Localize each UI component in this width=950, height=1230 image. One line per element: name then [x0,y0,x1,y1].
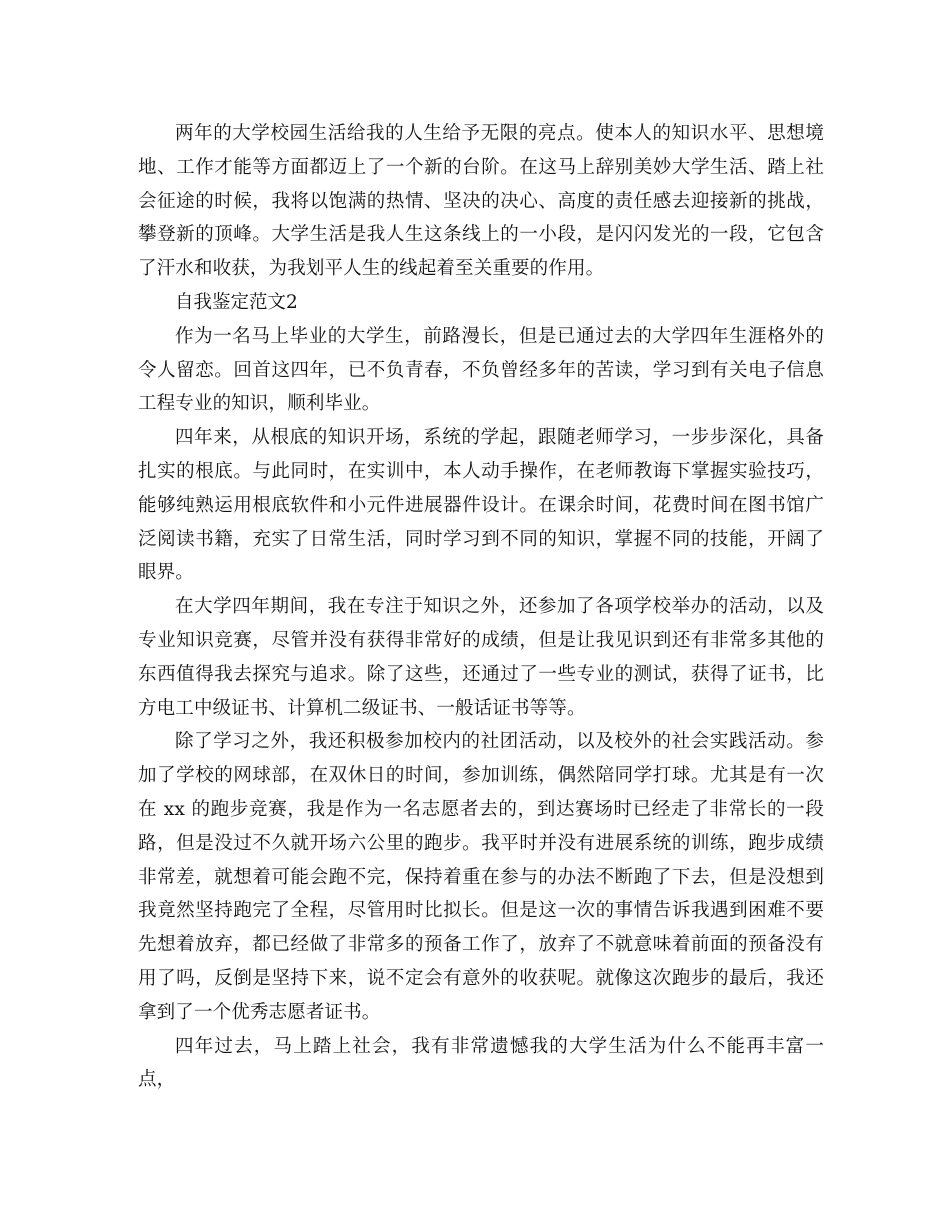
section-heading: 自我鉴定范文2 [175,291,298,313]
paragraph-intro-summary: 两年的大学校园生活给我的人生给予无限的亮点。使本人的知识水平、思想境地、工作才能等方面都迈上了一个新的台阶。在这马上辞别美妙大学生活、踏上社会征途的时候，我将以饱满的热情、坚决的决心、高度的责任感去迎接新的挑战，攀登新的顶峰。大学生活是我人生这条线上的一小段，是闪闪发光的一段，它包含了汗水和收获，为我划平人生的线起着至关重要的作用。 [138,123,824,280]
paragraph-social-practice: 除了学习之外，我还积极参加校内的社团活动，以及校外的社会实践活动。参加了学校的网球部，在双休日的时间，参加训练，偶然陪同学打球。尤其是有一次在 xx 的跑步竞赛，我是作为一名志愿者去的，到达赛场时已经走了非常长的一段路，但是没过不久就开场六公里的跑步。我平时并没有进展系统的训练，跑步成绩非常差，就想着可能会跑不完，保持着重在参与的办法不断跑了下去，但是没想到我竟然坚持跑完了全程，尽管用时比拟长。但是这一次的事情告诉我遇到困难不要先想着放弃，都已经做了非常多的预备工作了，放弃了不就意味着前面的预备没有用了吗，反倒是坚持下来，说不定会有意外的收获呢。就像这次跑步的最后，我还拿到了一个优秀志愿者证书。 [138,731,824,1023]
document-body [138,117,824,1097]
paragraph-study: 四年来，从根底的知识开场，系统的学起，跟随老师学习，一步步深化，具备扎实的根底。与此同时，在实训中，本人动手操作，在老师教诲下掌握实验技巧，能够纯熟运用根底软件和小元件进展器件设计。在课余时间，花费时间在图书馆广泛阅读书籍，充实了日常生活，同时学习到不同的知识，掌握不同的技能，开阔了眼界。 [138,427,824,584]
paragraph-conclusion: 四年过去，马上踏上社会，我有非常遗憾我的大学生活为什么不能再丰富一点， [138,1035,824,1091]
paragraph-graduate-intro: 作为一名马上毕业的大学生，前路漫长，但是已通过去的大学四年生涯格外的令人留恋。回首这四年，已不负青春，不负曾经多年的苦读，学习到有关电子信息工程专业的知识，顺利毕业。 [138,325,824,415]
paragraph-activities: 在大学四年期间，我在专注于知识之外，还参加了各项学校举办的活动，以及专业知识竞赛，尽管并没有获得非常好的成绩，但是让我见识到还有非常多其他的东西值得我去探究与追求。除了这些，还通过了一些专业的测试，获得了证书，比方电工中级证书、计算机二级证书、一般话证书等等。 [138,596,824,719]
